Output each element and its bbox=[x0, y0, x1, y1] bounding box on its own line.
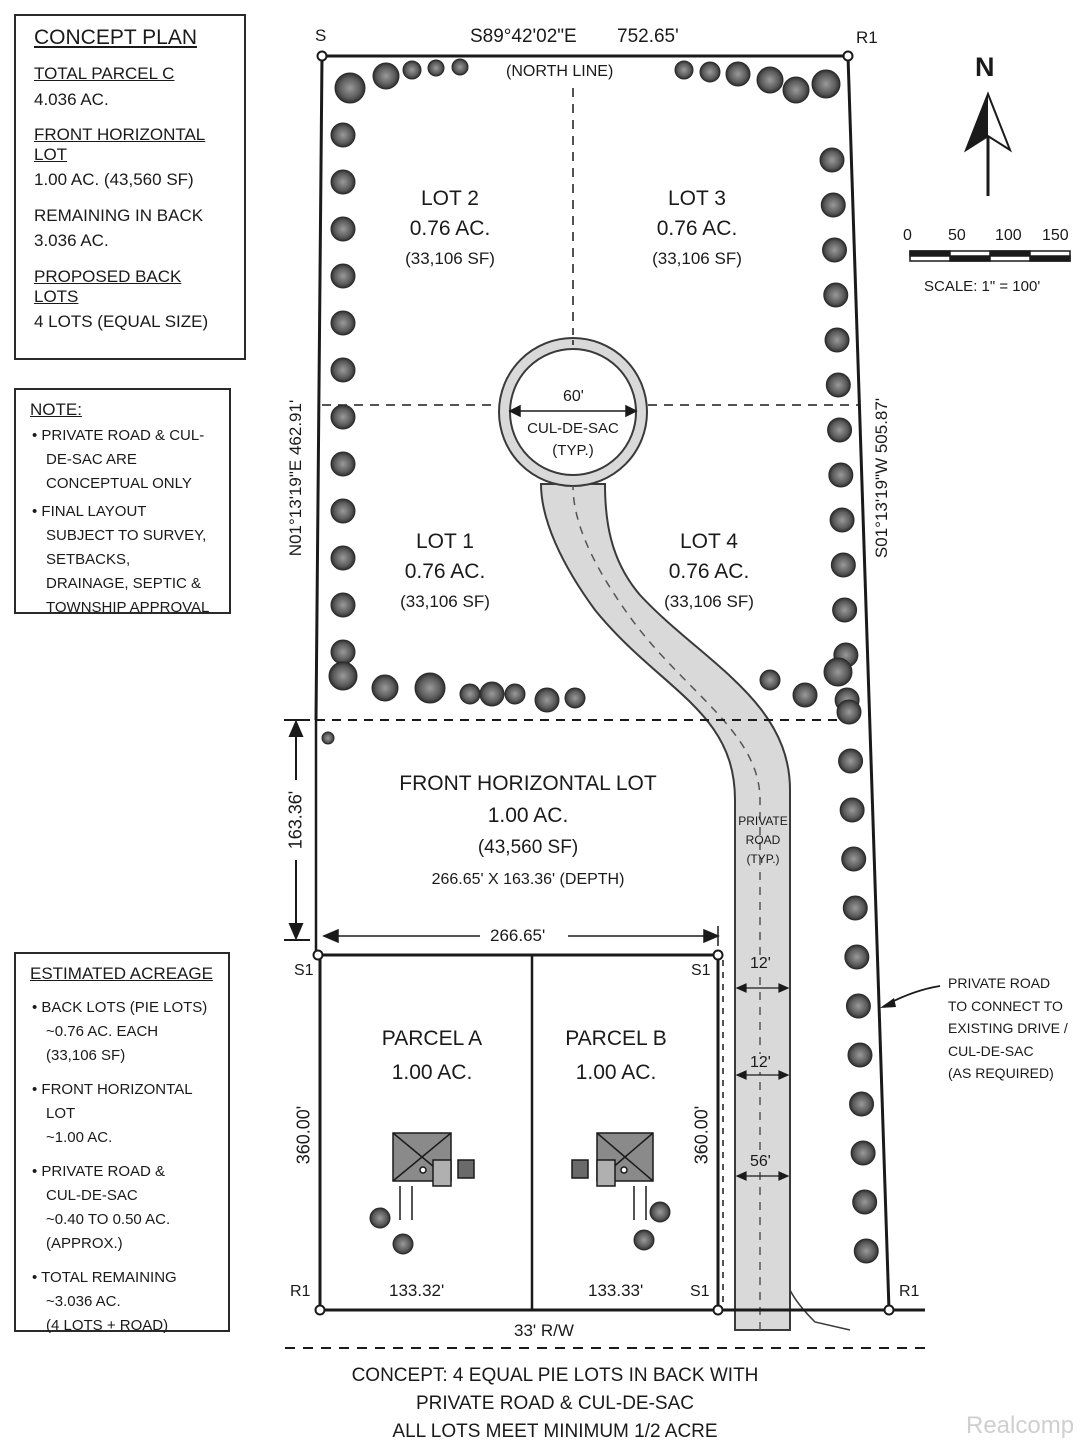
tree-icon bbox=[535, 688, 559, 712]
tree-icon bbox=[840, 798, 864, 822]
scale-tick-0: 0 bbox=[903, 227, 912, 244]
tree-icon bbox=[793, 683, 817, 707]
tree-icon bbox=[830, 508, 854, 532]
tree-icon bbox=[331, 593, 355, 617]
right-of-way-label: 33' R/W bbox=[514, 1321, 574, 1340]
front-lot-heading: FRONT HORIZONTAL LOT bbox=[34, 125, 206, 164]
parcel-a-frontage: 133.32' bbox=[389, 1281, 445, 1300]
tree-icon bbox=[854, 1239, 878, 1263]
tree-icon bbox=[372, 675, 398, 701]
tree-icon bbox=[331, 499, 355, 523]
lot-sf: (33,106 SF) bbox=[652, 249, 742, 268]
tree-icon bbox=[845, 945, 869, 969]
remaining-heading: REMAINING IN BACK bbox=[34, 205, 204, 225]
tree-icon bbox=[322, 732, 334, 744]
lot-name: LOT 1 bbox=[416, 530, 474, 553]
lot-acres: 0.76 AC. bbox=[409, 217, 491, 240]
north-arrow-icon bbox=[966, 94, 1010, 196]
front-lot-acres: 1.00 AC. bbox=[487, 804, 569, 827]
footer-line: ALL LOTS MEET MINIMUM 1/2 ACRE bbox=[392, 1421, 718, 1442]
corner-label-s1-east: S1 bbox=[691, 962, 711, 979]
tree-icon bbox=[460, 684, 480, 704]
lot-acres: 0.76 AC. bbox=[404, 560, 486, 583]
note-title: NOTE: bbox=[30, 400, 82, 419]
tree-icon bbox=[825, 328, 849, 352]
lot-2-label bbox=[380, 184, 520, 274]
note-bullet: • FINAL LAYOUT SUBJECT TO SURVEY, SETBACKS, DRAINAGE, SEPTIC & TOWNSHIP APPROVAL bbox=[32, 502, 210, 616]
total-parcel-value: 4.036 AC. bbox=[34, 89, 109, 109]
callout-arrow bbox=[880, 986, 940, 1008]
realcomp-watermark: Realcomp bbox=[966, 1412, 1075, 1439]
corner-label-r1-sw: R1 bbox=[290, 1283, 311, 1300]
tree-icon bbox=[335, 73, 365, 103]
tree-icon bbox=[634, 1230, 654, 1250]
lot-acres: 0.76 AC. bbox=[668, 560, 750, 583]
tree-icon bbox=[480, 682, 504, 706]
dim-266: 266.65' bbox=[490, 926, 546, 945]
tree-icon bbox=[851, 1141, 875, 1165]
front-lot-value: 1.00 AC. (43,560 SF) bbox=[34, 170, 194, 190]
dim-360-west: 360.00' bbox=[293, 1105, 314, 1165]
scale-tick-100: 100 bbox=[995, 227, 1022, 244]
tree-icon bbox=[675, 61, 693, 79]
tree-icon bbox=[826, 373, 850, 397]
remaining-value: 3.036 AC. bbox=[34, 231, 109, 251]
lot-sf: (33,106 SF) bbox=[664, 592, 754, 611]
tree-icon bbox=[820, 148, 844, 172]
acreage-bullet: • BACK LOTS (PIE LOTS) ~0.76 AC. EACH (33,106 SF) bbox=[32, 998, 208, 1064]
private-road-callout: PRIVATE ROAD TO CONNECT TO EXISTING DRIVE / CUL-DE-SAC (AS REQUIRED) bbox=[948, 975, 1068, 1081]
tree-icon bbox=[331, 170, 355, 194]
front-lot-label bbox=[378, 768, 678, 896]
corner-label-s: S bbox=[315, 26, 327, 45]
lot-name: LOT 4 bbox=[680, 530, 738, 553]
tree-icon bbox=[331, 264, 355, 288]
culdesac-label: CUL-DE-SAC (TYP.) bbox=[527, 420, 619, 459]
tree-icon bbox=[846, 994, 870, 1018]
tree-icon bbox=[329, 662, 357, 690]
tree-icon bbox=[824, 283, 848, 307]
tree-icon bbox=[505, 684, 525, 704]
house-parcel-b bbox=[572, 1133, 653, 1220]
lot-acres: 0.76 AC. bbox=[656, 217, 738, 240]
corner-label-r1-ne: R1 bbox=[856, 28, 878, 47]
tree-icon bbox=[331, 640, 355, 664]
tree-icon bbox=[370, 1208, 390, 1228]
tree-icon bbox=[848, 1043, 872, 1067]
west-bearing: N01°13'19"E 462.91' bbox=[286, 399, 305, 557]
scale-bar bbox=[910, 251, 1070, 261]
scale-tick-150: 150 bbox=[1042, 227, 1069, 244]
tree-icon bbox=[373, 63, 399, 89]
tree-icon bbox=[850, 1092, 874, 1116]
note-bullet: • PRIVATE ROAD & CUL-DE-SAC ARE CONCEPTUAL ONLY bbox=[32, 426, 205, 492]
tree-icon bbox=[331, 358, 355, 382]
front-lot-dims: 266.65' X 163.36' (DEPTH) bbox=[431, 871, 625, 888]
parcel-a-label: PARCEL A 1.00 AC. bbox=[381, 1027, 483, 1084]
north-letter: N bbox=[975, 52, 995, 82]
north-bearing: S89°42'02"E bbox=[470, 26, 577, 47]
tree-icon bbox=[828, 418, 852, 442]
lot-3-label bbox=[627, 184, 767, 274]
tree-icon bbox=[428, 60, 444, 76]
tree-icon bbox=[700, 62, 720, 82]
tree-icon bbox=[331, 452, 355, 476]
tree-icon bbox=[812, 70, 840, 98]
acreage-bullet: • TOTAL REMAINING ~3.036 AC. (4 LOTS + ROAD) bbox=[32, 1268, 177, 1334]
acreage-bullet: • FRONT HORIZONTAL LOT ~1.00 AC. bbox=[32, 1080, 192, 1146]
corner-label-s1-south: S1 bbox=[690, 1283, 710, 1300]
east-bearing: S01°13'19"W 505.87' bbox=[872, 397, 891, 559]
tree-icon bbox=[783, 77, 809, 103]
road-width-56: 56' bbox=[750, 1153, 771, 1170]
culdesac-dim: 60' bbox=[563, 388, 584, 405]
private-road-label: PRIVATE ROAD (TYP.) bbox=[738, 814, 788, 866]
footer-line: CONCEPT: 4 EQUAL PIE LOTS IN BACK WITH bbox=[351, 1365, 759, 1386]
proposed-lots-heading: PROPOSED BACK LOTS bbox=[34, 266, 182, 306]
scale-label: SCALE: 1" = 100' bbox=[924, 278, 1041, 295]
tree-icon bbox=[726, 62, 750, 86]
tree-icon bbox=[831, 553, 855, 577]
tree-icon bbox=[565, 688, 585, 708]
north-line-label: (NORTH LINE) bbox=[503, 63, 616, 81]
parcel-b-label: PARCEL B 1.00 AC. bbox=[565, 1027, 667, 1084]
tree-icon bbox=[839, 749, 863, 773]
tree-icon bbox=[757, 67, 783, 93]
tree-icon bbox=[833, 598, 857, 622]
tree-icon bbox=[331, 546, 355, 570]
tree-icon bbox=[824, 658, 852, 686]
tree-icon bbox=[823, 238, 847, 262]
tree-icon bbox=[331, 123, 355, 147]
tree-icon bbox=[331, 217, 355, 241]
dim-163: 163.36' bbox=[285, 790, 306, 850]
road-width-12a: 12' bbox=[750, 955, 771, 972]
note-box bbox=[14, 388, 231, 614]
tree-icon bbox=[452, 59, 468, 75]
tree-icon bbox=[821, 193, 845, 217]
road-width-12b: 12' bbox=[750, 1054, 771, 1071]
house-parcel-a bbox=[393, 1133, 474, 1220]
parcel-b-frontage: 133.33' bbox=[588, 1281, 644, 1300]
scale-tick-50: 50 bbox=[948, 227, 966, 244]
estimated-acreage-box bbox=[14, 952, 230, 1332]
lot-4-label bbox=[639, 527, 779, 617]
acreage-bullet: • PRIVATE ROAD & CUL-DE-SAC ~0.40 TO 0.50 AC. (APPROX.) bbox=[32, 1162, 171, 1252]
tree-icon bbox=[650, 1202, 670, 1222]
tree-icon bbox=[843, 896, 867, 920]
lot-1-label bbox=[375, 527, 515, 617]
tree-icon bbox=[403, 61, 421, 79]
dim-360-east: 360.00' bbox=[691, 1105, 712, 1165]
corner-label-s1-west: S1 bbox=[294, 962, 314, 979]
tree-icon bbox=[760, 670, 780, 690]
tree-icon bbox=[853, 1190, 877, 1214]
front-lot-sf: (43,560 SF) bbox=[477, 837, 579, 858]
tree-icon bbox=[837, 700, 861, 724]
north-length: 752.65' bbox=[617, 26, 679, 47]
tree-icon bbox=[331, 311, 355, 335]
front-lot-name: FRONT HORIZONTAL LOT bbox=[399, 772, 657, 795]
total-parcel-heading: TOTAL PARCEL C bbox=[34, 64, 175, 84]
tree-icon bbox=[331, 405, 355, 429]
corner-label-r1-se: R1 bbox=[899, 1283, 920, 1300]
lot-sf: (33,106 SF) bbox=[400, 592, 490, 611]
lot-name: LOT 2 bbox=[421, 187, 479, 210]
tree-icon bbox=[393, 1234, 413, 1254]
lot-sf: (33,106 SF) bbox=[405, 249, 495, 268]
lot-name: LOT 3 bbox=[668, 187, 726, 210]
tree-icon bbox=[415, 673, 445, 703]
concept-plan-title: CONCEPT PLAN bbox=[34, 26, 197, 49]
acreage-title: ESTIMATED ACREAGE bbox=[30, 964, 213, 983]
tree-icon bbox=[842, 847, 866, 871]
footer-text bbox=[290, 1362, 820, 1446]
footer-line: PRIVATE ROAD & CUL-DE-SAC bbox=[415, 1393, 694, 1414]
tree-icon bbox=[829, 463, 853, 487]
proposed-lots-value: 4 LOTS (EQUAL SIZE) bbox=[34, 312, 209, 332]
concept-plan-box bbox=[14, 14, 246, 360]
